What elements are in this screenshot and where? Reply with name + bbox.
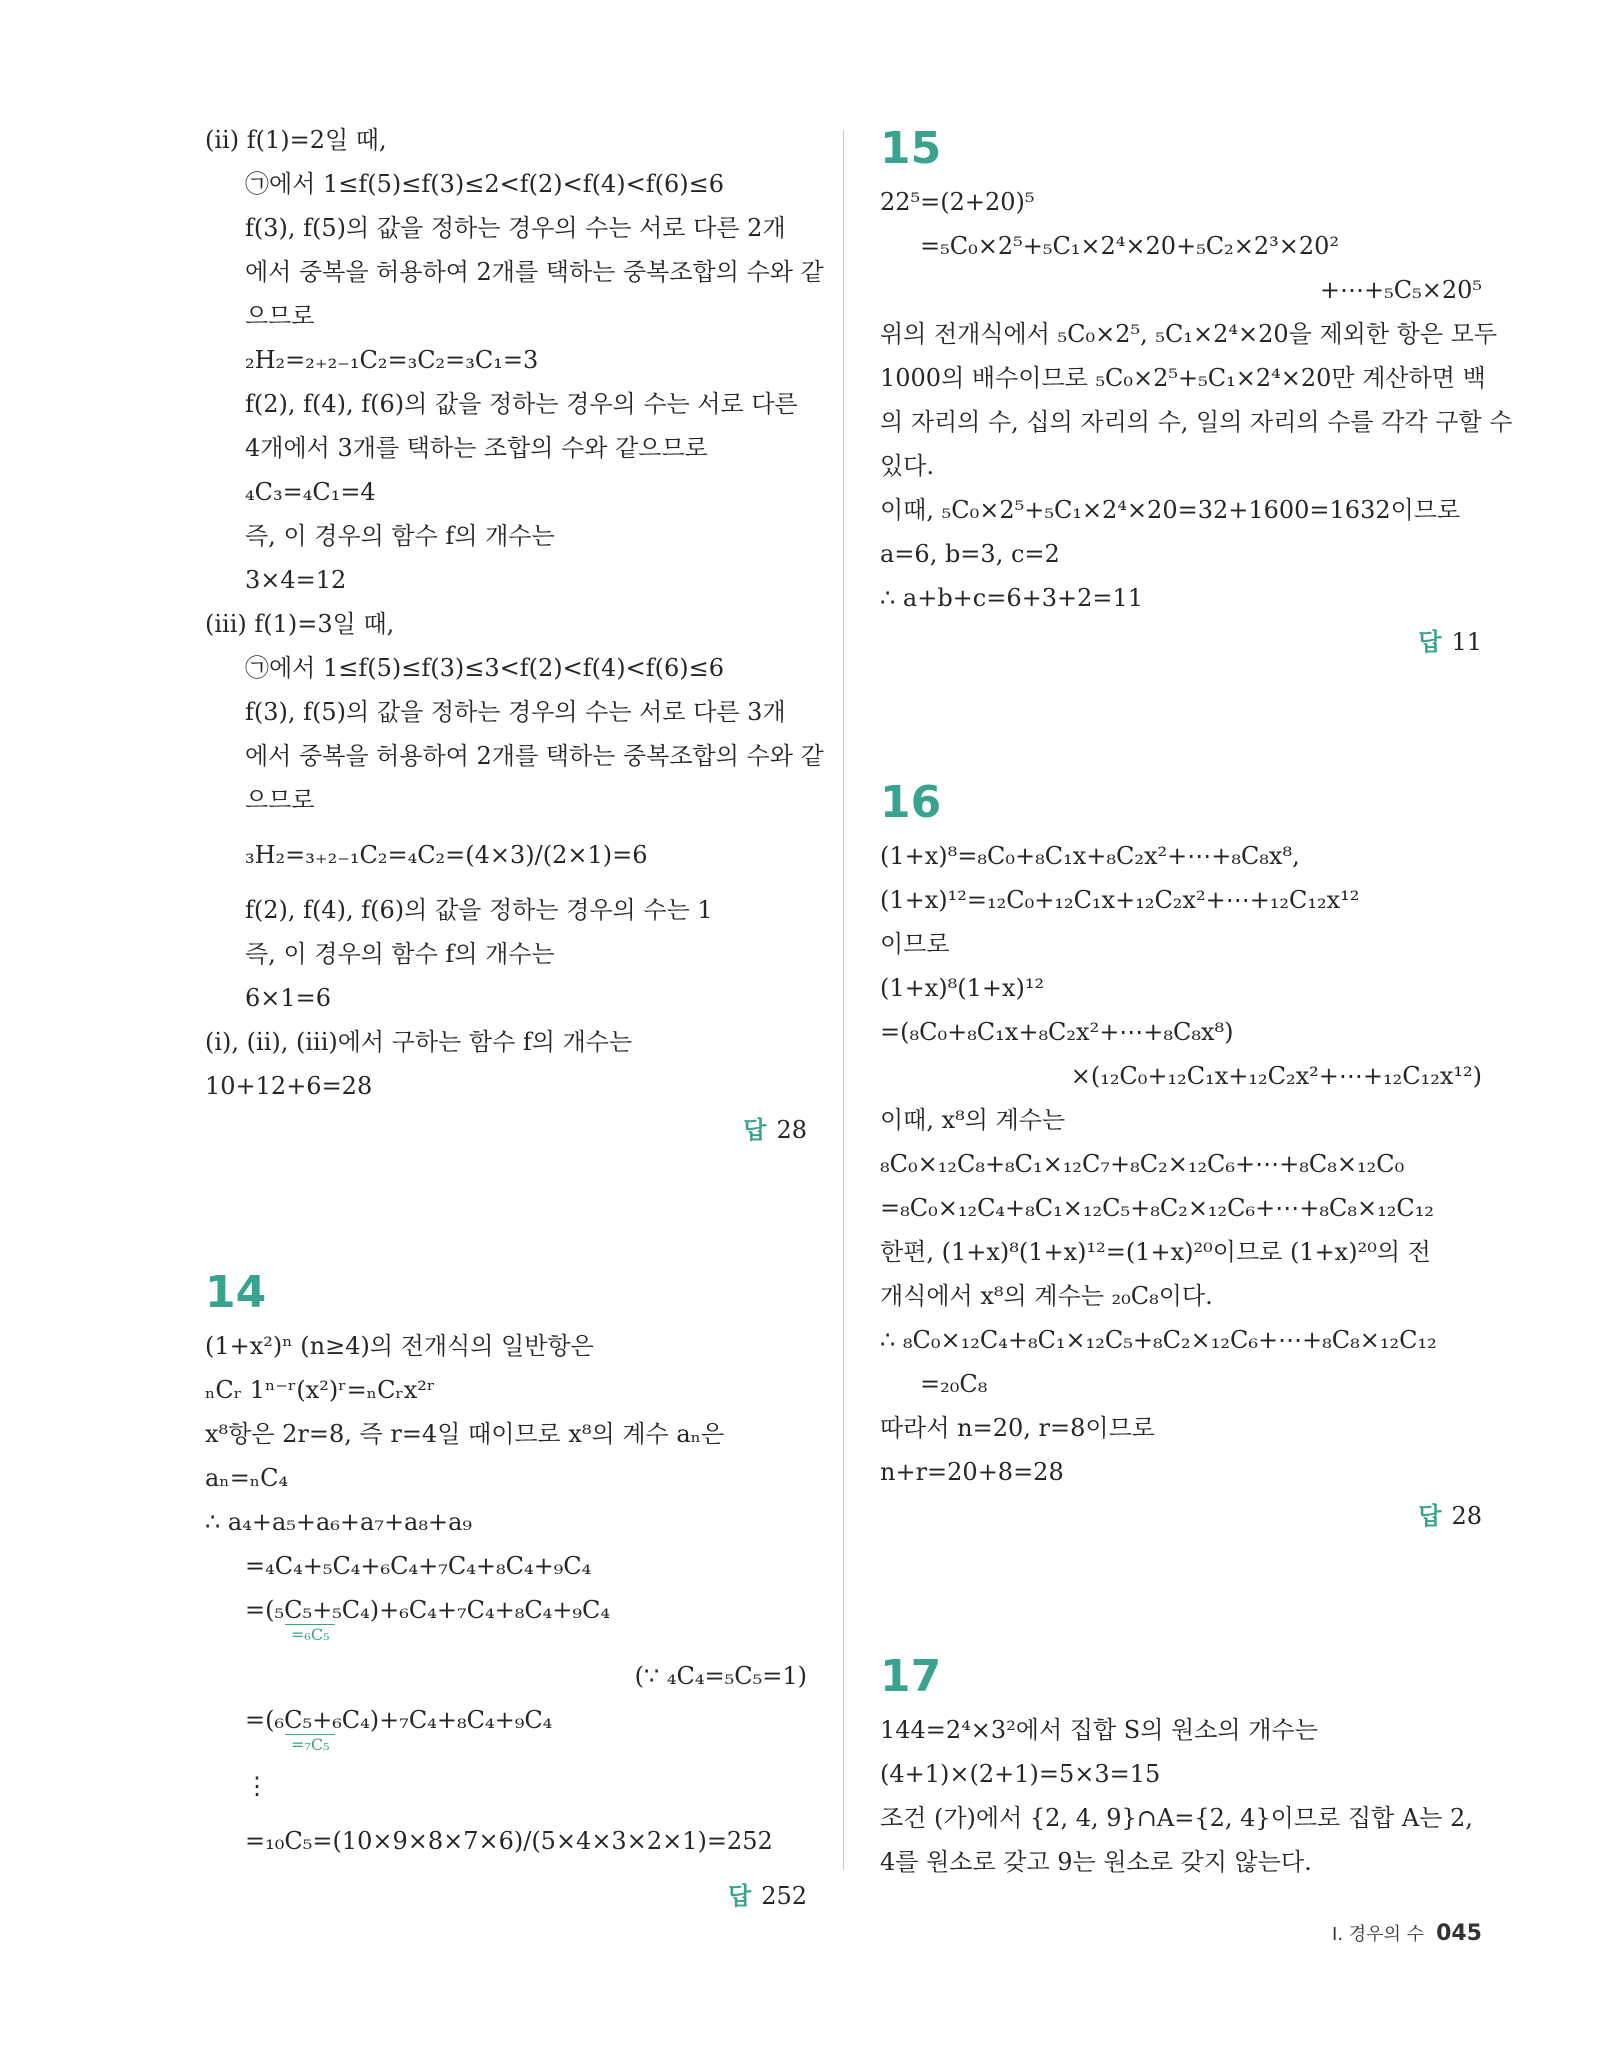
equation-line: =₅C₀×2⁵+₅C₁×2⁴×20+₅C₂×2³×20² — [920, 232, 1340, 260]
equation-line: =₂₀C₈ — [920, 1370, 988, 1398]
answer-value: 252 — [761, 1882, 807, 1910]
equation-line: +⋯+₅C₅×20⁵ — [1319, 276, 1482, 304]
text-line: 이때, ₅C₀×2⁵+₅C₁×2⁴×20=32+1600=1632이므로 — [880, 496, 1461, 524]
text-line: 개식에서 x⁸의 계수는 ₂₀C₈이다. — [880, 1282, 1213, 1310]
equation-line: ₂H₂=₂₊₂₋₁C₂=₃C₂=₃C₁=3 — [245, 346, 539, 374]
equation-line: ∴ a+b+c=6+3+2=11 — [880, 584, 1144, 612]
underbrace-note — [205, 1625, 807, 1654]
text-line: 위의 전개식에서 ₅C₀×2⁵, ₅C₁×2⁴×20을 제외한 항은 모두 — [880, 320, 1498, 348]
text-line: 4개에서 3개를 택하는 조합의 수와 같으므로 — [245, 434, 708, 462]
text-line: ㉠에서 1≤f(5)≤f(3)≤2<f(2)<f(4)<f(6)≤6 — [245, 170, 724, 198]
answer-value: 11 — [1451, 628, 1482, 656]
text-line: 따라서 n=20, r=8이므로 — [880, 1414, 1155, 1442]
summary-line: 10+12+6=28 — [205, 1072, 373, 1100]
equation-line: n+r=20+8=28 — [880, 1458, 1064, 1486]
right-column — [880, 118, 1513, 1884]
answer-value: 28 — [1451, 1502, 1482, 1530]
answer-13 — [205, 1108, 807, 1152]
equation-line: =₁₀C₅=(10×9×8×7×6)/(5×4×3×2×1)=252 — [245, 1827, 773, 1855]
equation-line: ×(₁₂C₀+₁₂C₁x+₁₂C₂x²+⋯+₁₂C₁₂x¹²) — [1070, 1062, 1482, 1090]
answer-15 — [880, 620, 1482, 664]
left-column — [205, 118, 824, 1918]
equation-line: ₄C₃=₄C₁=4 — [245, 478, 376, 506]
equation-line: a=6, b=3, c=2 — [880, 540, 1060, 568]
text-line: 조건 (가)에서 {2, 4, 9}∩A={2, 4}이므로 집합 A는 2, — [880, 1804, 1473, 1832]
text-line: 으므로 — [245, 302, 315, 330]
note-text: =₆C₅ — [285, 1624, 335, 1645]
text-line: 이므로 — [880, 930, 950, 958]
answer-14 — [205, 1874, 807, 1918]
underbrace-note — [205, 1735, 807, 1764]
equation-line: aₙ=ₙC₄ — [205, 1464, 289, 1492]
note-text: =₇C₅ — [285, 1734, 335, 1755]
column-divider — [843, 130, 844, 1870]
equation-line: (4+1)×(2+1)=5×3=15 — [880, 1760, 1161, 1788]
page-number: 045 — [1436, 1921, 1482, 1946]
answer-label: 답 — [728, 1882, 752, 1910]
equation-line: (1+x)¹²=₁₂C₀+₁₂C₁x+₁₂C₂x²+⋯+₁₂C₁₂x¹² — [880, 886, 1360, 914]
text-line: 144=2⁴×3²에서 집합 S의 원소의 개수는 — [880, 1716, 1318, 1744]
case-heading: (iii) f(1)=3일 때, — [205, 610, 395, 638]
text-line: 1000의 배수이므로 ₅C₀×2⁵+₅C₁×2⁴×20만 계산하면 백 — [880, 364, 1486, 392]
equation-line: =₄C₄+₅C₄+₆C₄+₇C₄+₈C₄+₉C₄ — [245, 1552, 592, 1580]
equation-line: 22⁵=(2+20)⁵ — [880, 188, 1035, 216]
equation-line: (1+x)⁸=₈C₀+₈C₁x+₈C₂x²+⋯+₈C₈x⁸, — [880, 842, 1300, 870]
equation-line: ∴ a₄+a₅+a₆+a₇+a₈+a₉ — [205, 1508, 473, 1536]
chapter-title: I. 경우의 수 — [1332, 1924, 1425, 1945]
question-number-15: 15 — [880, 123, 942, 174]
answer-value: 28 — [776, 1116, 807, 1144]
equation-line: ₙCᵣ 1ⁿ⁻ʳ(x²)ʳ=ₙCᵣx²ʳ — [205, 1376, 436, 1404]
text-line: x⁸항은 2r=8, 즉 r=4일 때이므로 x⁸의 계수 aₙ은 — [205, 1420, 725, 1448]
answer-label: 답 — [1418, 1502, 1442, 1530]
question-number-16: 16 — [880, 777, 942, 828]
text-line: (1+x²)ⁿ (n≥4)의 전개식의 일반항은 — [205, 1332, 594, 1360]
answer-16 — [880, 1494, 1482, 1538]
text-line: 즉, 이 경우의 함수 f의 개수는 — [245, 940, 555, 968]
text-line: f(2), f(4), f(6)의 값을 정하는 경우의 수는 1 — [245, 896, 713, 924]
equation-line: 3×4=12 — [245, 566, 347, 594]
text-line: 있다. — [880, 452, 934, 480]
text-line: ㉠에서 1≤f(5)≤f(3)≤3<f(2)<f(4)<f(6)≤6 — [245, 654, 724, 682]
text-line: f(2), f(4), f(6)의 값을 정하는 경우의 수는 서로 다른 — [245, 390, 798, 418]
equation-line: =(₈C₀+₈C₁x+₈C₂x²+⋯+₈C₈x⁸) — [880, 1018, 1234, 1046]
text-line: 에서 중복을 허용하여 2개를 택하는 중복조합의 수와 같 — [245, 742, 824, 770]
answer-label: 답 — [1418, 628, 1442, 656]
reason-line: (∵ ₄C₄=₅C₅=1) — [634, 1662, 807, 1690]
text-line: 에서 중복을 허용하여 2개를 택하는 중복조합의 수와 같 — [245, 258, 824, 286]
text-line: f(3), f(5)의 값을 정하는 경우의 수는 서로 다른 2개 — [245, 214, 786, 242]
text-line: 으므로 — [245, 786, 315, 814]
text-line: 즉, 이 경우의 함수 f의 개수는 — [245, 522, 555, 550]
equation-line: ∴ ₈C₀×₁₂C₄+₈C₁×₁₂C₅+₈C₂×₁₂C₆+⋯+₈C₈×₁₂C₁₂ — [880, 1326, 1437, 1354]
text-line: 이때, x⁸의 계수는 — [880, 1106, 1066, 1134]
equation-line: =(₅C₅+₅C₄)+₆C₄+₇C₄+₈C₄+₉C₄ — [245, 1596, 611, 1624]
equation-line: =(₆C₅+₆C₄)+₇C₄+₈C₄+₉C₄ — [245, 1706, 553, 1734]
page-footer — [1332, 1920, 1482, 1946]
text-line: f(3), f(5)의 값을 정하는 경우의 수는 서로 다른 3개 — [245, 698, 786, 726]
text-line: 의 자리의 수, 십의 자리의 수, 일의 자리의 수를 각각 구할 수 — [880, 408, 1513, 436]
summary-line: (i), (ii), (iii)에서 구하는 함수 f의 개수는 — [205, 1028, 633, 1056]
answer-label: 답 — [743, 1116, 767, 1144]
equation-line: ₈C₀×₁₂C₈+₈C₁×₁₂C₇+₈C₂×₁₂C₆+⋯+₈C₈×₁₂C₀ — [880, 1150, 1405, 1178]
text-line: 4를 원소로 갖고 9는 원소로 갖지 않는다. — [880, 1848, 1312, 1876]
question-number-14: 14 — [205, 1267, 267, 1318]
equation-line: (1+x)⁸(1+x)¹² — [880, 974, 1045, 1002]
text-line: 한편, (1+x)⁸(1+x)¹²=(1+x)²⁰이므로 (1+x)²⁰의 전 — [880, 1238, 1431, 1266]
case-heading: (ii) f(1)=2일 때, — [205, 126, 387, 154]
equation-line: =₈C₀×₁₂C₄+₈C₁×₁₂C₅+₈C₂×₁₂C₆+⋯+₈C₈×₁₂C₁₂ — [880, 1194, 1434, 1222]
question-number-17: 17 — [880, 1651, 942, 1702]
equation-line: ₃H₂=₃₊₂₋₁C₂=₄C₂=(4×3)/(2×1)=6 — [245, 841, 648, 869]
equation-line: 6×1=6 — [245, 984, 332, 1012]
ellipsis: ⋮ — [245, 1772, 269, 1800]
